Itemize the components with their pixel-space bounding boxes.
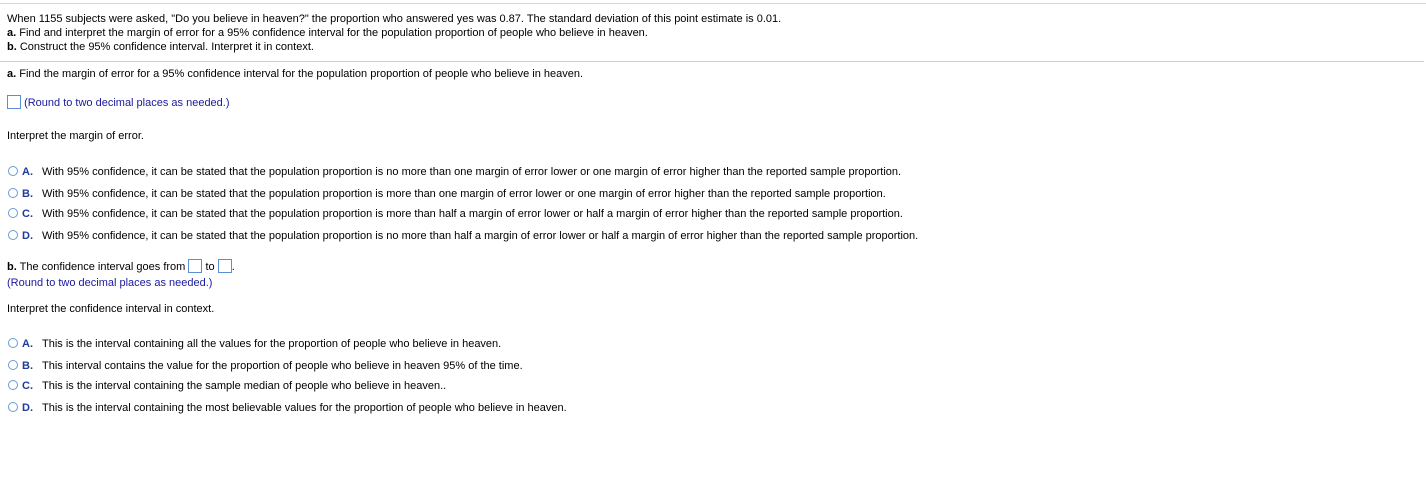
interval-option-a[interactable]: A. This is the interval containing all the values for the proportion of people who believe in heaven.: [8, 337, 501, 351]
round-hint-b: (Round to two decimal places as needed.): [7, 277, 213, 289]
radio-icon[interactable]: [8, 338, 18, 348]
margin-answer-row: [7, 95, 230, 111]
margin-option-a[interactable]: A. With 95% confidence, it can be stated that the population proportion is no more than one margin of error lower or one margin of error higher than the reported sample proportion.: [8, 165, 901, 179]
round-hint-a: (Round to two decimal places as needed.): [24, 97, 230, 109]
radio-icon[interactable]: [8, 188, 18, 198]
margin-option-b[interactable]: B. With 95% confidence, it can be stated that the population proportion is more than one margin of error lower or one margin of error higher than the reported sample proportion.: [8, 187, 886, 201]
radio-icon[interactable]: [8, 360, 18, 370]
interval-option-b[interactable]: B. This interval contains the value for the proportion of people who believe in heaven 95% of the time.: [8, 359, 523, 373]
interval-upper-input[interactable]: [218, 259, 232, 273]
problem-part-b: b. Construct the 95% confidence interval. Interpret it in context.: [7, 41, 314, 53]
radio-icon[interactable]: [8, 230, 18, 240]
interpret-interval-prompt: Interpret the confidence interval in context.: [7, 303, 215, 315]
problem-intro: When 1155 subjects were asked, "Do you believe in heaven?" the proportion who answered yes was 0.87. The standard deviation of this point estimate is 0.01.: [7, 13, 782, 25]
confidence-interval-row: b. The confidence interval goes from to .: [7, 261, 235, 273]
margin-of-error-input[interactable]: [7, 95, 21, 109]
interval-lower-input[interactable]: [188, 259, 202, 273]
top-divider: [0, 3, 1426, 4]
interval-option-c[interactable]: C. This is the interval containing the sample median of people who believe in heaven..: [8, 379, 446, 393]
interval-option-d[interactable]: D. This is the interval containing the most believable values for the proportion of people who believe in heaven.: [8, 401, 567, 415]
interpret-margin-prompt: Interpret the margin of error.: [7, 130, 144, 142]
section-divider: [0, 61, 1424, 62]
section-a-question: a. Find the margin of error for a 95% confidence interval for the population proportion of people who believe in heaven.: [7, 68, 584, 80]
radio-icon[interactable]: [8, 402, 18, 412]
radio-icon[interactable]: [8, 166, 18, 176]
radio-icon[interactable]: [8, 380, 18, 390]
radio-icon[interactable]: [8, 208, 18, 218]
margin-option-c[interactable]: C. With 95% confidence, it can be stated that the population proportion is more than half a margin of error lower or half a margin of error higher than the reported sample proportion.: [8, 207, 903, 221]
margin-option-d[interactable]: D. With 95% confidence, it can be stated that the population proportion is no more than half a margin of error lower or half a margin of error higher than the reported sample proportion.: [8, 229, 918, 243]
problem-part-a: a. Find and interpret the margin of error for a 95% confidence interval for the population proportion of people who believe in heaven.: [7, 27, 648, 39]
